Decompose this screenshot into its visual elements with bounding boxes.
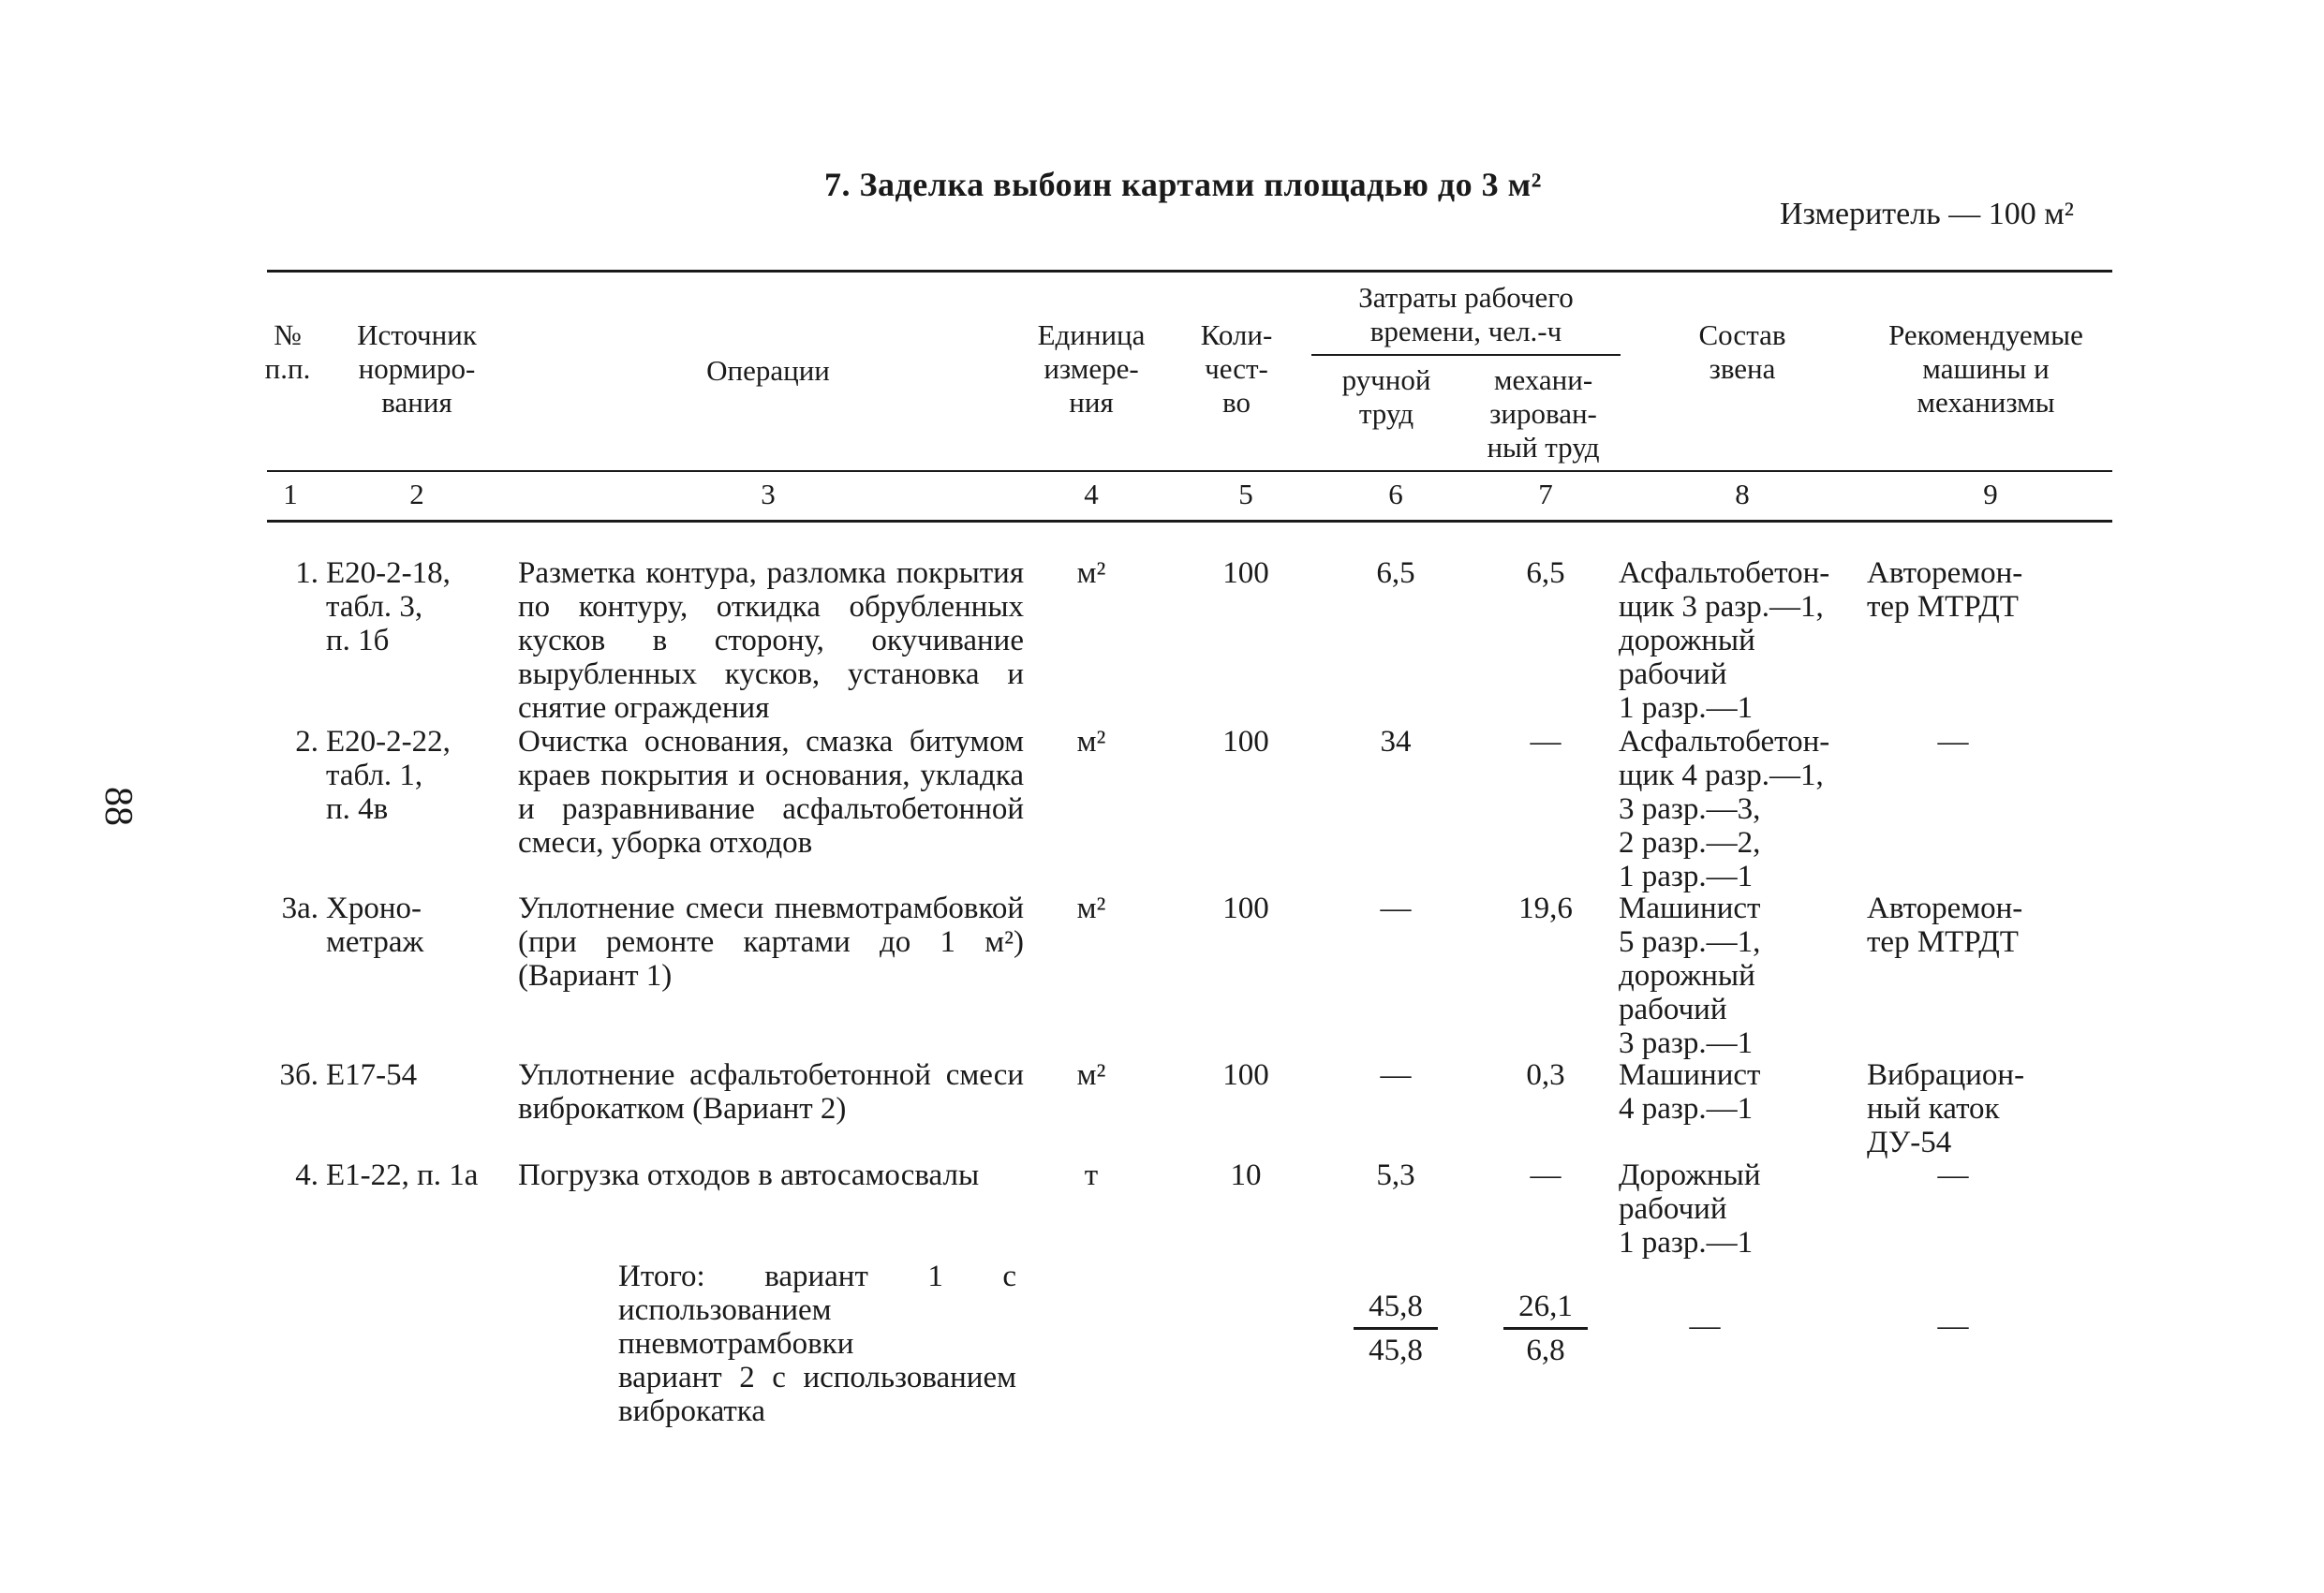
- colnum-2: 2: [409, 478, 424, 510]
- row-3a-unit: м²: [1076, 892, 1106, 925]
- row-3a-num: 3а.: [281, 892, 318, 925]
- colnum-5: 5: [1238, 478, 1253, 510]
- totals-manual-fraction: [1354, 1288, 1438, 1369]
- row-3a-machines: Авторемон- тер МТРДТ: [1867, 892, 2023, 959]
- header-mech: механи- зирован- ный труд: [1487, 363, 1600, 464]
- row-4-source: Е1-22, п. 1а: [326, 1158, 479, 1192]
- table-top-rule: [267, 270, 2112, 273]
- totals-mech-variant-2: 6,8: [1526, 1334, 1565, 1367]
- row-2-machines: —: [1937, 725, 1969, 759]
- row-4-unit: т: [1084, 1158, 1099, 1192]
- row-1-qty: 100: [1222, 556, 1269, 590]
- row-4-num: 4.: [295, 1158, 318, 1192]
- row-1-operation: Разметка контура, разломка покрытия по контуру, откидка обрубленных кусков в сторону, окучивание вырубленных кусков, установка и снятие ограждения: [518, 556, 1024, 725]
- header-crew: Состав звена: [1698, 318, 1786, 385]
- row-1-source: Е20-2-18, табл. 3, п. 1б: [326, 556, 451, 657]
- row-3b-qty: 100: [1222, 1058, 1269, 1092]
- row-4-machines: —: [1937, 1158, 1969, 1192]
- row-3b-mech: 0,3: [1526, 1058, 1565, 1092]
- row-4-qty: 10: [1230, 1158, 1262, 1192]
- measurement-unit: Измеритель — 100 м²: [1780, 197, 2074, 231]
- row-4-mech: —: [1530, 1158, 1562, 1192]
- colnum-8: 8: [1735, 478, 1750, 510]
- page-number: 88: [96, 787, 140, 826]
- colnum-7: 7: [1538, 478, 1553, 510]
- row-4-operation: Погрузка отходов в автосамосвалы: [518, 1158, 980, 1192]
- row-3a-crew: Машинист 5 разр.—1, дорожный рабочий 3 разр.—1: [1619, 892, 1761, 1060]
- row-3b-unit: м²: [1076, 1058, 1106, 1092]
- totals-machines: —: [1937, 1309, 1969, 1343]
- row-2-manual: 34: [1380, 725, 1412, 759]
- header-qty: Коли- чест- во: [1200, 318, 1273, 419]
- row-1-manual: 6,5: [1376, 556, 1415, 590]
- row-2-operation: Очистка основания, смазка битумом краев покрытия и основания, укладка и разравнивание асфальтобетонной смеси, уборка отходов: [518, 725, 1024, 860]
- time-group-rule: [1311, 354, 1621, 356]
- totals-mech-variant-1: 26,1: [1503, 1288, 1588, 1330]
- header-bottom-rule: [267, 470, 2112, 472]
- colnum-1: 1: [283, 478, 298, 510]
- row-3b-operation: Уплотнение асфальтобетонной смеси виброкатком (Вариант 2): [518, 1058, 1024, 1126]
- row-3a-qty: 100: [1222, 892, 1269, 925]
- row-3b-crew: Машинист 4 разр.—1: [1619, 1058, 1761, 1126]
- row-3b-manual: —: [1380, 1058, 1412, 1092]
- totals-crew: —: [1689, 1309, 1721, 1343]
- header-operations: Операции: [706, 354, 830, 387]
- row-2-crew: Асфальтобетон- щик 4 разр.—1, 3 разр.—3, 2 разр.—2, 1 разр.—1: [1619, 725, 1830, 893]
- row-2-qty: 100: [1222, 725, 1269, 759]
- row-2-mech: —: [1530, 725, 1562, 759]
- colnum-3: 3: [761, 478, 776, 510]
- row-3a-operation: Уплотнение смеси пневмотрамбовкой (при ремонте картами до 1 м²) (Вариант 1): [518, 892, 1024, 993]
- row-1-machines: Авторемон- тер МТРДТ: [1867, 556, 2023, 624]
- row-3b-source: Е17-54: [326, 1058, 418, 1092]
- totals-label: Итого: вариант 1 с использованием пневмотрамбовки вариант 2 с использованием виброкатка: [618, 1260, 1016, 1428]
- column-numbers-rule: [267, 520, 2112, 523]
- row-4-manual: 5,3: [1376, 1158, 1415, 1192]
- row-3a-mech: 19,6: [1518, 892, 1573, 925]
- header-source: Источник нормиро- вания: [357, 318, 477, 419]
- colnum-4: 4: [1084, 478, 1099, 510]
- colnum-9: 9: [1983, 478, 1998, 510]
- row-2-num: 2.: [295, 725, 318, 759]
- totals-manual-variant-2: 45,8: [1369, 1334, 1423, 1367]
- row-1-num: 1.: [295, 556, 318, 590]
- header-num: № п.п.: [264, 318, 311, 385]
- row-3a-manual: —: [1380, 892, 1412, 925]
- row-2-unit: м²: [1076, 725, 1106, 759]
- row-1-crew: Асфальтобетон- щик 3 разр.—1, дорожный рабочий 1 разр.—1: [1619, 556, 1830, 725]
- table-title: 7. Заделка выбоин картами площадью до 3 м²: [824, 166, 1542, 203]
- header-time-group: Затраты рабочего времени, чел.-ч: [1358, 281, 1574, 347]
- row-3b-machines: Вибрацион- ный каток ДУ-54: [1867, 1058, 2025, 1159]
- row-3b-num: 3б.: [279, 1058, 318, 1092]
- row-1-mech: 6,5: [1526, 556, 1565, 590]
- row-3a-source: Хроно- метраж: [326, 892, 424, 959]
- row-2-source: Е20-2-22, табл. 1, п. 4в: [326, 725, 451, 826]
- header-manual: ручной труд: [1341, 363, 1431, 430]
- header-unit: Единица измере- ния: [1037, 318, 1146, 419]
- colnum-6: 6: [1388, 478, 1403, 510]
- row-1-unit: м²: [1076, 556, 1106, 590]
- totals-manual-variant-1: 45,8: [1354, 1288, 1438, 1330]
- row-4-crew: Дорожный рабочий 1 разр.—1: [1619, 1158, 1761, 1260]
- header-machines: Рекомендуемые машины и механизмы: [1888, 318, 2083, 419]
- totals-mech-fraction: [1503, 1288, 1588, 1369]
